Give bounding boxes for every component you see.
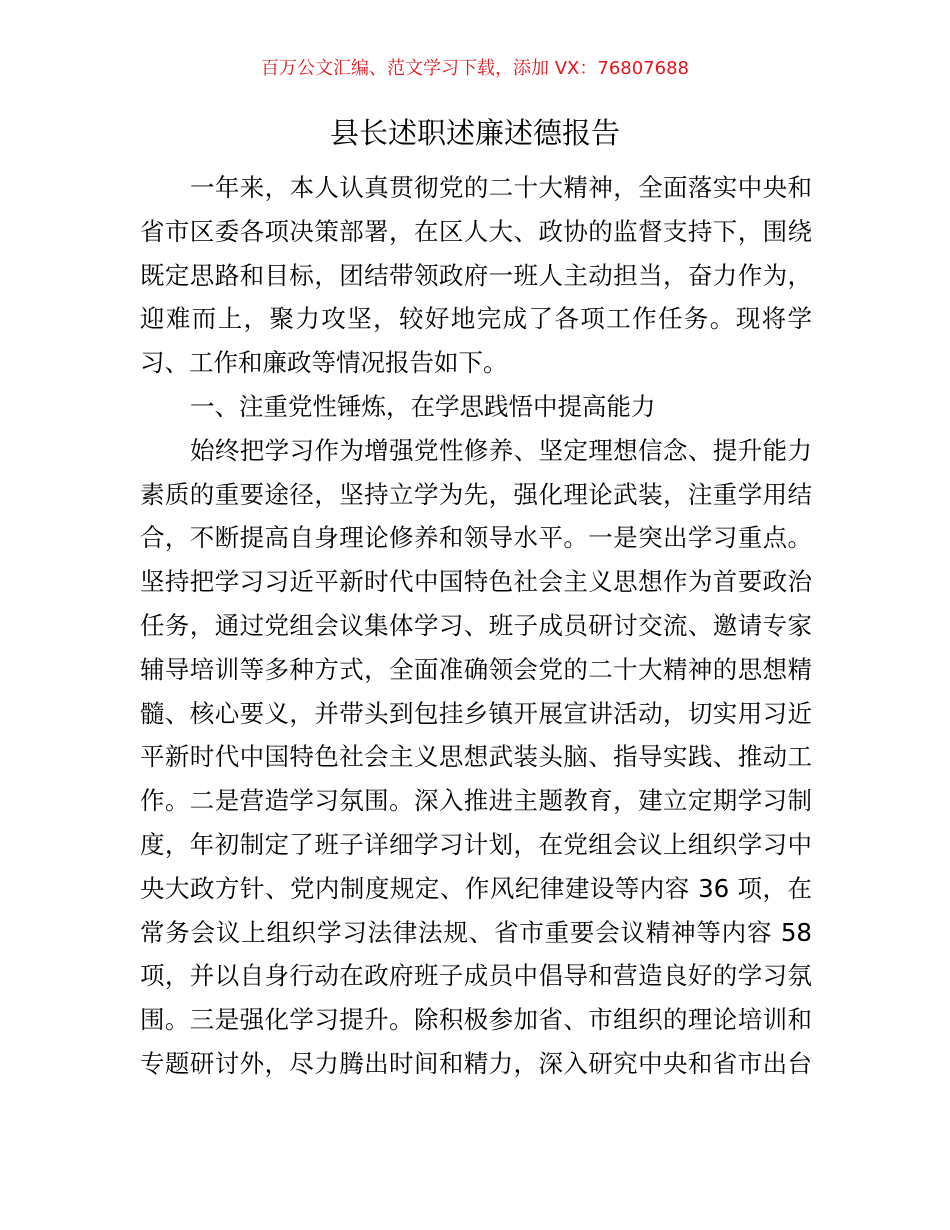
section-heading	[140, 385, 812, 429]
text-line: 坚持把学习习近平新时代中国特色社会主义思想作为首要政治	[140, 567, 812, 597]
text-line: 髓、核心要义，并带头到包挂乡镇开展宣讲活动，切实用习近	[140, 698, 812, 728]
document-title: 县长述职述廉述德报告	[329, 116, 620, 150]
text-line: 一年来，本人认真贯彻党的二十大精神，全面落实中央和	[190, 173, 812, 202]
text-line: 任务，通过党组会议集体学习、班子成员研讨交流、邀请专家	[140, 610, 812, 640]
document-body	[140, 166, 812, 1086]
text-line: 始终把学习作为增强党性修养、坚定理想信念、提升能力	[190, 435, 812, 465]
text-line: 央大政方针、党内制度规定、作风纪律建设等内容 36 项，在	[140, 873, 812, 903]
text-line: 迎难而上，聚力攻坚，较好地完成了各项工作任务。现将学	[140, 304, 812, 334]
text-line: 省市区委各项决策部署，在区人大、政协的监督支持下，围绕	[140, 216, 812, 246]
text-line: 习、工作和廉政等情况报告如下。	[140, 348, 508, 378]
text-line: 项，并以自身行动在政府班子成员中倡导和营造良好的学习氛	[140, 961, 812, 991]
text-line: 平新时代中国特色社会主义思想武装头脑、指导实践、推动工	[140, 742, 812, 772]
paragraph-intro	[140, 166, 812, 385]
text-line: 素质的重要途径，坚持立学为先，强化理论武装，注重学用结	[140, 479, 812, 509]
paragraph-study	[140, 429, 812, 1086]
text-line: 度，年初制定了班子详细学习计划，在党组会议上组织学习中	[140, 829, 812, 859]
watermark-header: 百万公文汇编、范文学习下载，添加 VX：76807688	[261, 58, 689, 79]
text-line: 一、注重党性锤炼，在学思践悟中提高能力	[190, 391, 656, 421]
text-line: 辅导培训等多种方式，全面准确领会党的二十大精神的思想精	[140, 654, 812, 684]
text-line: 专题研讨外，尽力腾出时间和精力，深入研究中央和省市出台	[140, 1048, 812, 1078]
text-line: 作。二是营造学习氛围。深入推进主题教育，建立定期学习制	[140, 786, 812, 816]
text-line: 既定思路和目标，团结带领政府一班人主动担当，奋力作为，	[140, 260, 812, 290]
text-line: 围。三是强化学习提升。除积极参加省、市组织的理论培训和	[140, 1005, 812, 1035]
text-line: 常务会议上组织学习法律法规、省市重要会议精神等内容 58	[140, 917, 812, 947]
text-line: 合，不断提高自身理论修养和领导水平。一是突出学习重点。	[140, 523, 812, 553]
